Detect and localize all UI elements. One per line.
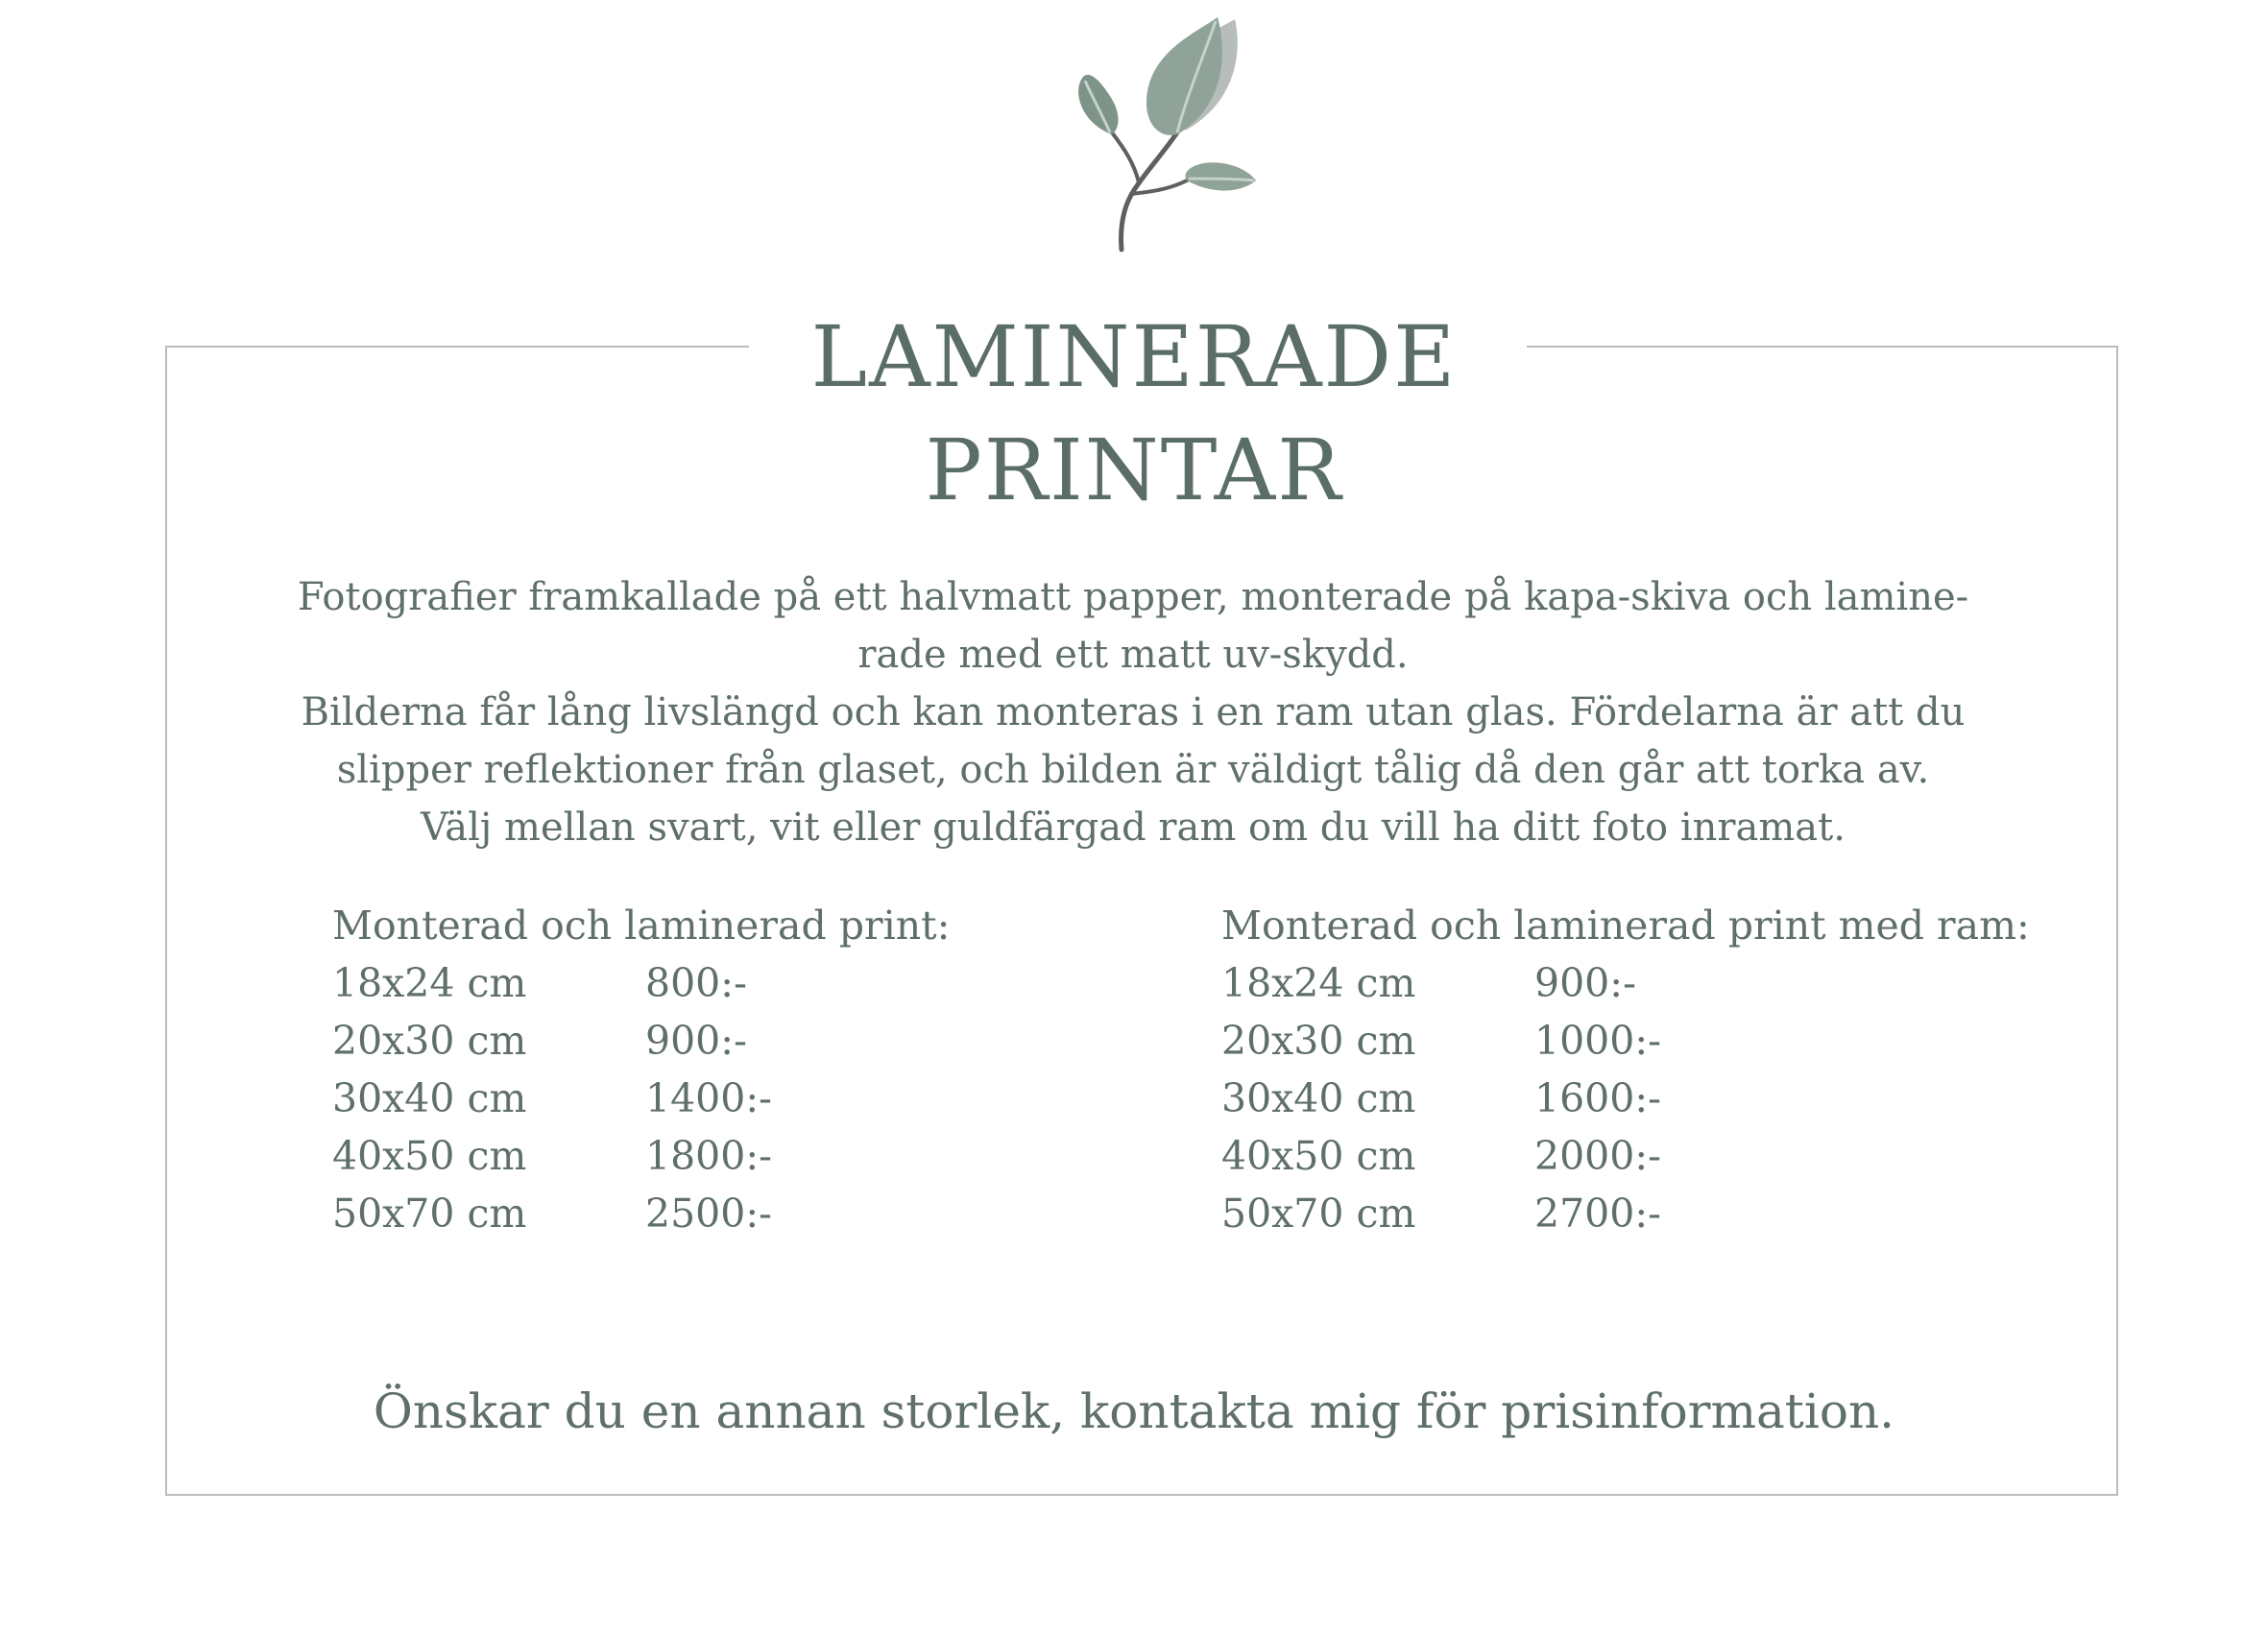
size-label: 40x50 cm [1221, 1133, 1416, 1179]
intro-line: Välj mellan svart, vit eller guldfärgad ram om du vill ha ditt foto inramat. [421, 806, 1846, 850]
price-value: 1800:- [645, 1133, 773, 1179]
price-value: 1400:- [645, 1075, 773, 1121]
price-value: 2000:- [1534, 1133, 1662, 1179]
price-value: 1600:- [1534, 1075, 1662, 1121]
price-row [332, 1012, 1196, 1070]
price-value: 2500:- [645, 1191, 773, 1237]
page-title-line1: LAMINERADE [810, 307, 1458, 406]
size-label: 20x30 cm [1221, 1018, 1416, 1064]
price-value: 800:- [645, 960, 747, 1006]
size-label: 30x40 cm [1221, 1075, 1416, 1121]
intro-line: Fotografier framkallade på ett halvmatt papper, monterade på kapa-skiva och lamine- [297, 575, 1969, 619]
price-list-heading: Monterad och laminerad print: [332, 902, 951, 949]
price-row [332, 954, 1196, 1012]
size-label: 50x70 cm [1221, 1191, 1416, 1237]
intro-paragraph [221, 568, 2045, 856]
size-label: 18x24 cm [332, 960, 527, 1006]
intro-line: rade med ett matt uv-skydd. [857, 633, 1409, 677]
price-row [332, 1070, 1196, 1127]
page-title-line2: PRINTAR [925, 421, 1343, 519]
intro-line: Bilderna får lång livslängd och kan monteras i en ram utan glas. Fördelarna är att du [301, 690, 1966, 734]
footer-note: Önskar du en annan storlek, kontakta mig för prisinformation. [373, 1383, 1895, 1439]
price-list-heading: Monterad och laminerad print med ram: [1221, 902, 2030, 949]
price-row [1221, 1127, 2086, 1185]
size-label: 50x70 cm [332, 1191, 527, 1237]
price-list-framed [1221, 897, 2086, 1242]
price-value: 2700:- [1534, 1191, 1662, 1237]
price-value: 900:- [645, 1018, 747, 1064]
price-list-laminated [332, 897, 1196, 1242]
size-label: 20x30 cm [332, 1018, 527, 1064]
size-label: 30x40 cm [332, 1075, 527, 1121]
size-label: 40x50 cm [332, 1133, 527, 1179]
leaf-branch-icon [1043, 10, 1273, 254]
price-row [1221, 1012, 2086, 1070]
price-row [332, 1127, 1196, 1185]
price-value: 900:- [1534, 960, 1636, 1006]
price-value: 1000:- [1534, 1018, 1662, 1064]
price-row [1221, 954, 2086, 1012]
intro-line: slipper reflektioner från glaset, och bilden är väldigt tålig då den går att torka av. [336, 748, 1930, 792]
size-label: 18x24 cm [1221, 960, 1416, 1006]
price-row [332, 1185, 1196, 1242]
price-row [1221, 1070, 2086, 1127]
price-row [1221, 1185, 2086, 1242]
